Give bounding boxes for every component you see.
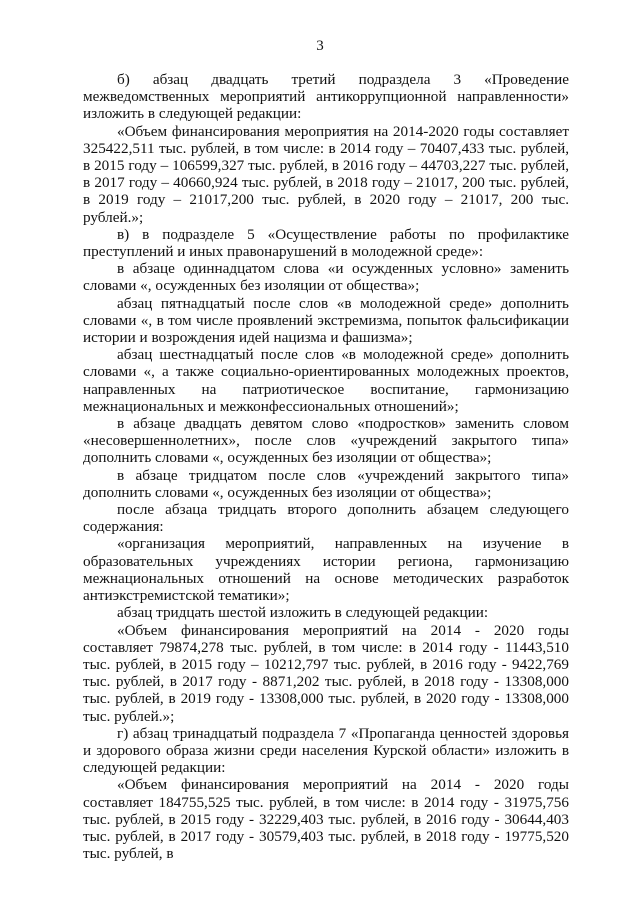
paragraph-thirty-sixth-abzac: абзац тридцать шестой изложить в следующей редакции: bbox=[117, 604, 489, 622]
paragraph-item-b: б) абзац двадцать третий подраздела 3 «Проведение межведомственных мероприятий антикоррупционной направленности» изложить в следующей редакции: bbox=[83, 71, 569, 123]
paragraph-twenty-ninth-abzac: в абзаце двадцать девятом слово «подростков» заменить словом «несовершеннолетних», после слов «учреждений закрытого типа» дополнить словами «, осужденных без изоляции от общества»; bbox=[83, 415, 569, 467]
paragraph-funding-anticorruption: «Объем финансирования мероприятия на 2014-2020 годы составляет 325422,511 тыс. рублей, в том числе: в 2014 году – 70407,433 тыс. рублей, в 2015 году – 106599,327 тыс. рублей, в 2016 году – 44703,227 тыс. рублей, в 2017 году – 40660,924 тыс. рублей, в 2018 году – 21017, 200 тыс. рублей, в 2019 году – 21017,200 тыс. рублей, в 2020 году – 21017, 200 тыс. рублей.»; bbox=[83, 122, 569, 226]
page-number: 3 bbox=[316, 38, 324, 54]
paragraph-item-g: г) абзац тринадцатый подраздела 7 «Пропаганда ценностей здоровья и здорового образа жизни среди населения Курской области» изложить в следующей редакции: bbox=[83, 724, 569, 777]
paragraph-funding-youth: «Объем финансирования мероприятий на 2014 - 2020 годы составляет 79874,278 тыс. рублей, в том числе: в 2014 году - 11443,510 тыс. рублей, в 2015 году – 10212,797 тыс. рублей, в 2016 году - 9422,769 тыс. рублей, в 2017 году - 8871,202 тыс. рублей, в 2018 году - 13308,000 тыс. рублей, в 2019 году - 13308,000 тыс. рублей, в 2020 году - 13308,000 тыс. рублей.»; bbox=[83, 621, 569, 725]
paragraph-funding-health: «Объем финансирования мероприятий на 2014 - 2020 годы составляет 184755,525 тыс. рублей, в том числе: в 2014 году - 31975,756 тыс. рублей, в 2015 году - 32229,403 тыс. рублей, в 2016 году - 30644,403 тыс. рублей, в 2017 году - 30579,403 тыс. рублей, в 2018 году - 19775,520 тыс. рублей, в bbox=[83, 776, 569, 863]
paragraph-after-thirty-second: после абзаца тридцать второго дополнить абзацем следующего содержания: bbox=[83, 501, 569, 536]
paragraph-item-v: в) в подразделе 5 «Осуществление работы по профилактике преступлений и иных правонарушений в молодежной среде»: bbox=[83, 225, 569, 261]
paragraph-sixteenth-abzac: абзац шестнадцатый после слов «в молодежной среде» дополнить словами «, а также социально-ориентированных молодежных проектов, направленных на патриотическое воспитание, гармонизацию межнациональных и межконфессиональных отношений»; bbox=[83, 346, 569, 415]
document-body bbox=[83, 71, 569, 862]
paragraph-eleventh-abzac: в абзаце одиннадцатом слова «и осужденных условно» заменить словами «, осужденных без изоляции от общества»; bbox=[83, 260, 569, 295]
paragraph-new-abzac-content: «организация мероприятий, направленных на изучение в образовательных учреждениях истории региона, гармонизацию межнациональных отношений на основе методических разработок антиэкстремистской тематики»; bbox=[83, 535, 569, 605]
paragraph-fifteenth-abzac: абзац пятнадцатый после слов «в молодежной среде» дополнить словами «, в том числе проявлений экстремизма, попыток фальсификации истории и возрождения идей нацизма и фашизма»; bbox=[83, 294, 569, 347]
paragraph-thirtieth-abzac: в абзаце тридцатом после слов «учреждений закрытого типа» дополнить словами «, осужденных без изоляции от общества»; bbox=[83, 466, 569, 501]
